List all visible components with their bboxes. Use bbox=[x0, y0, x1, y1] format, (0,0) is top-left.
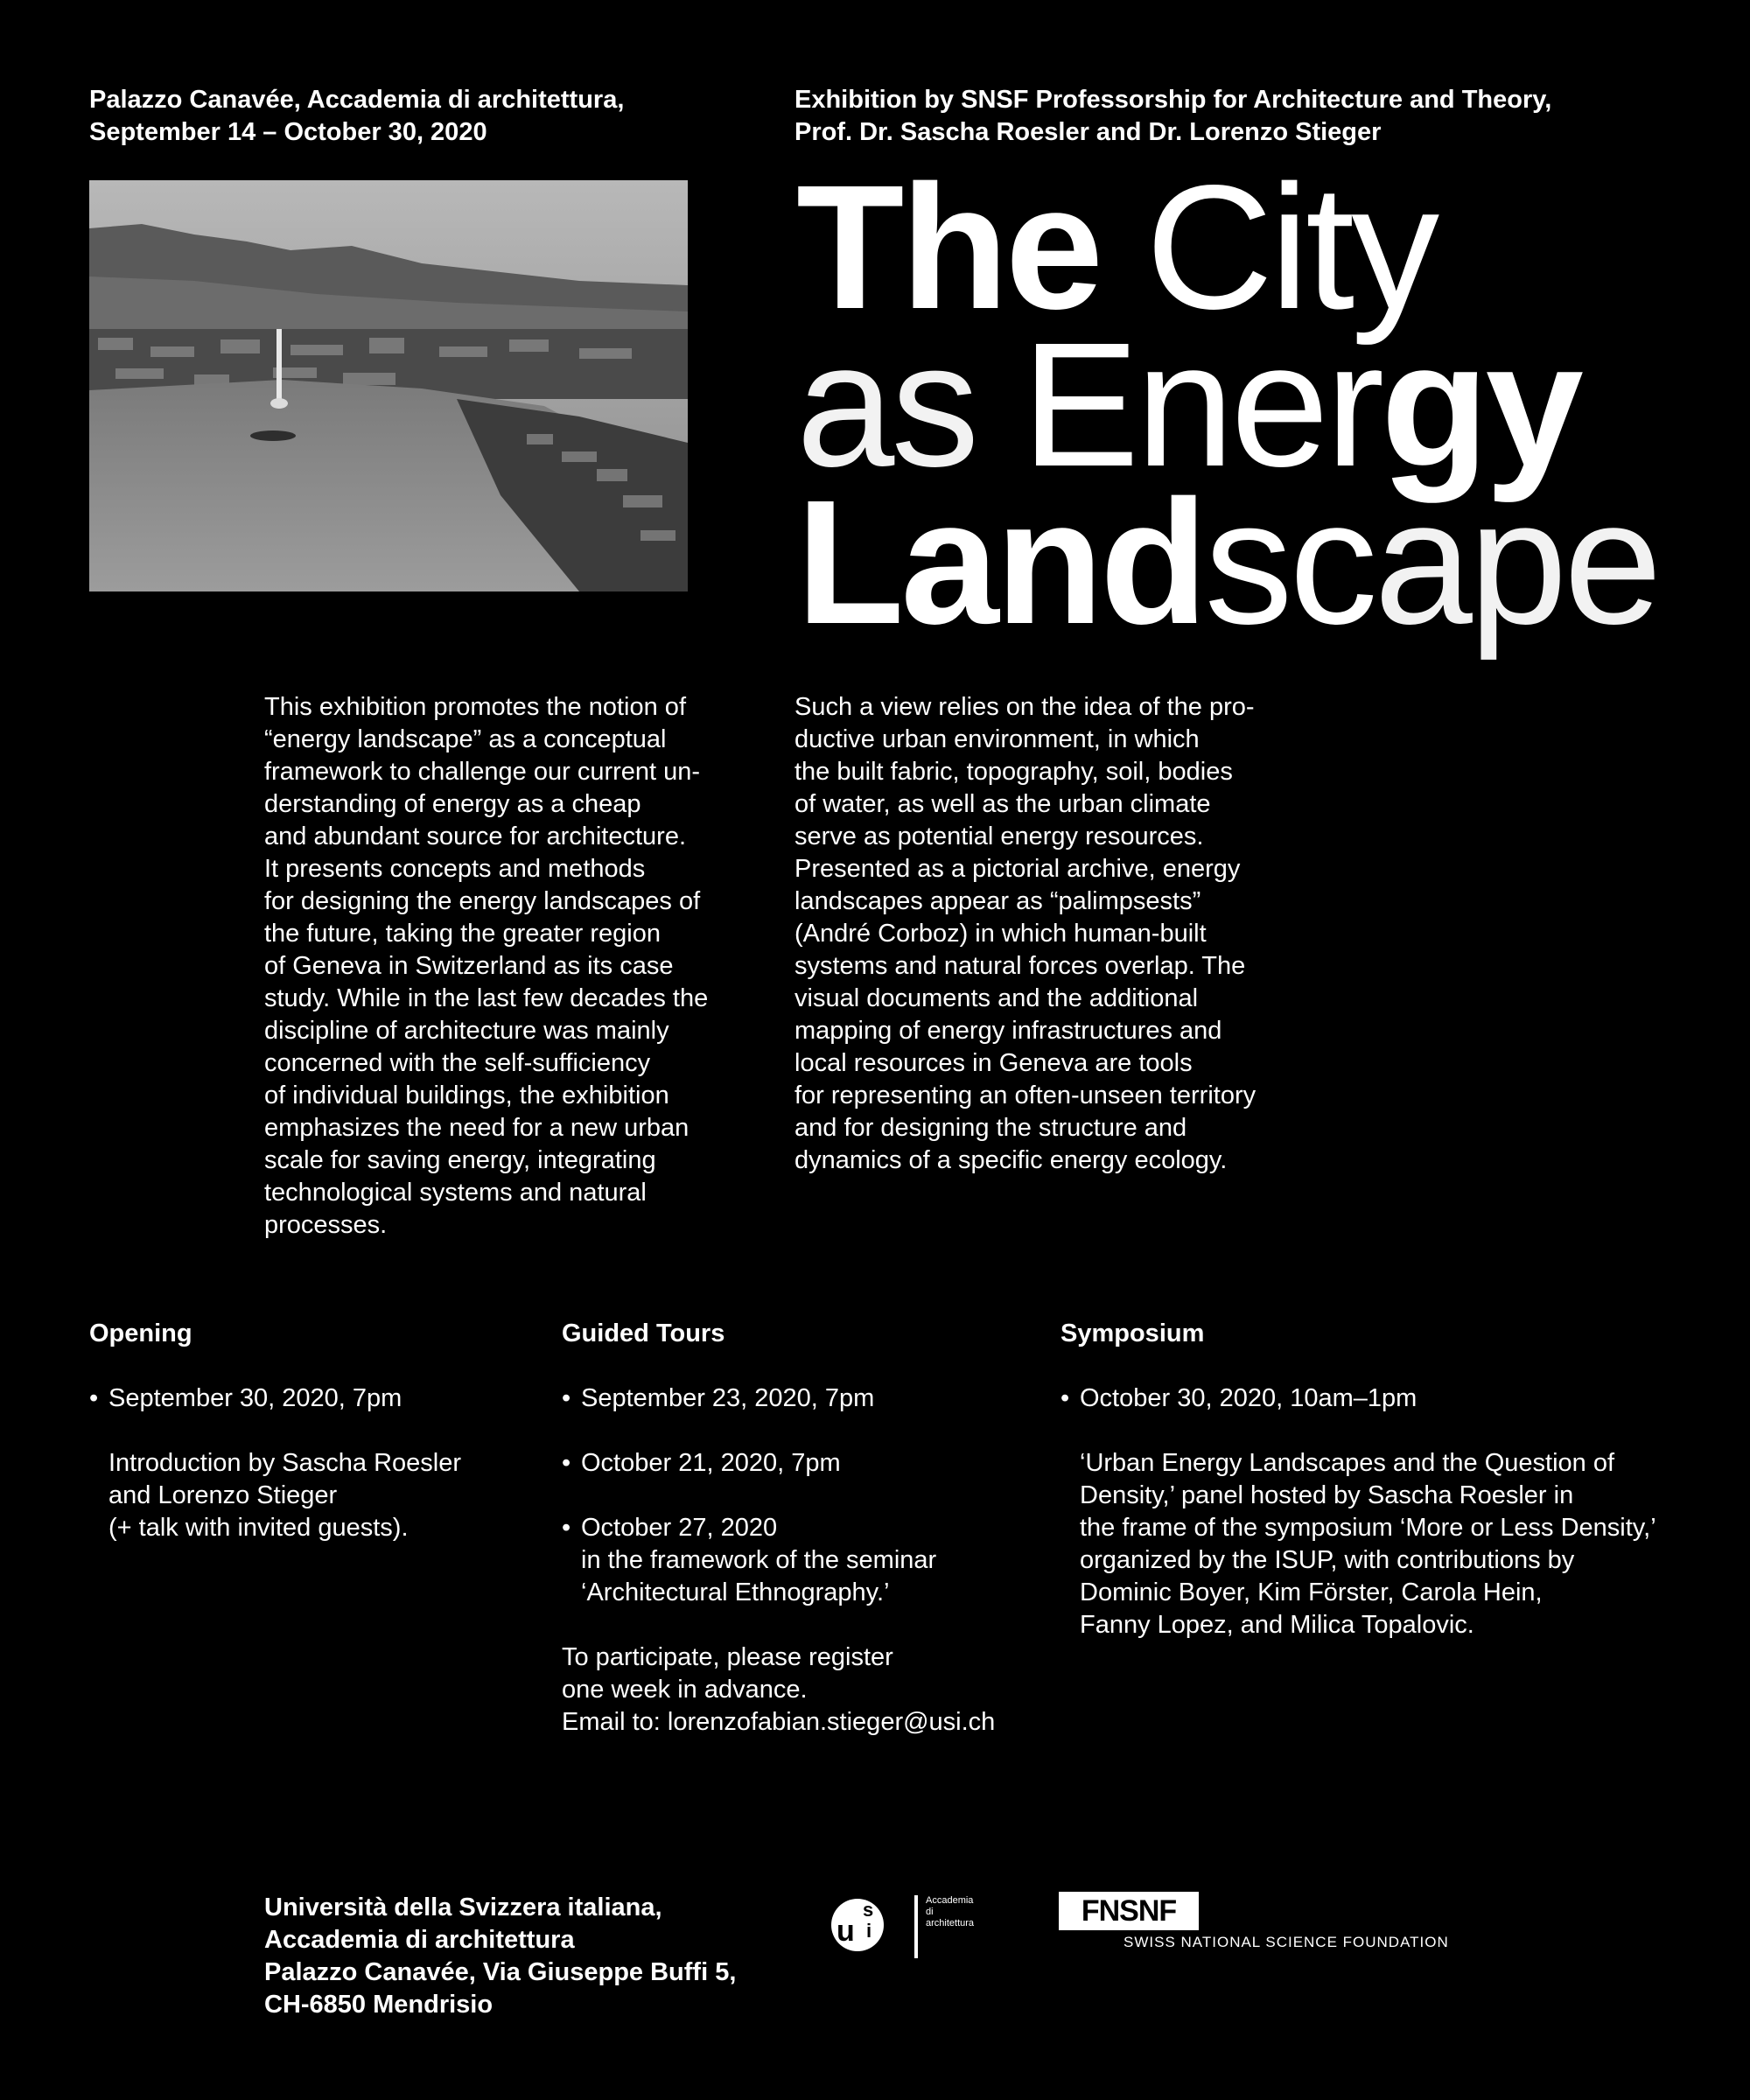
intro-right-line: landscapes appear as “palimpsests” bbox=[794, 887, 1201, 915]
snf-logo bbox=[1059, 1892, 1449, 1953]
opening-desc-line: (+ talk with invited guests). bbox=[108, 1514, 409, 1542]
title-word-city: City bbox=[1145, 148, 1437, 346]
intro-right-line: Such a view relies on the idea of the pro- bbox=[794, 693, 1255, 721]
intro-left-line: discipline of architecture was mainly bbox=[264, 1017, 669, 1045]
opening-date: • September 30, 2020, 7pm bbox=[89, 1382, 544, 1415]
intro-right-line: serve as potential energy resources. bbox=[794, 822, 1204, 850]
title-energy-part1: Ener bbox=[1021, 305, 1382, 503]
exhibitor-header bbox=[794, 84, 1551, 149]
title-sc-part: sc bbox=[1204, 463, 1375, 661]
tour-register-line: To participate, please register bbox=[562, 1643, 893, 1671]
intro-right-line: ductive urban environment, in which bbox=[794, 725, 1200, 753]
tour-date-3: • October 27, 2020 bbox=[562, 1512, 1052, 1544]
symposium-desc-line: organized by the ISUP, with contributions by bbox=[1080, 1546, 1575, 1574]
address-line: Università della Svizzera italiana, bbox=[264, 1894, 662, 1922]
symposium-section bbox=[1060, 1318, 1726, 1642]
title-line-2 bbox=[796, 305, 1741, 503]
snf-name: SWISS NATIONAL SCIENCE FOUNDATION bbox=[1124, 1934, 1449, 1950]
intro-right-line: (André Corboz) in which human-built bbox=[794, 920, 1207, 948]
tour-register-line: one week in advance. bbox=[562, 1676, 808, 1704]
title-word-as: as bbox=[796, 305, 976, 503]
intro-right-line: the built fabric, topography, soil, bodies bbox=[794, 758, 1233, 786]
intro-right-line: for representing an often-unseen territory bbox=[794, 1082, 1256, 1110]
usi-label-line: di bbox=[926, 1907, 934, 1917]
intro-left-line: study. While in the last few decades the bbox=[264, 984, 709, 1012]
title-land-part: Land bbox=[796, 463, 1205, 661]
opening-desc-line: Introduction by Sascha Roesler bbox=[108, 1449, 461, 1477]
intro-right-column bbox=[794, 691, 1337, 1177]
symposium-desc-line: the frame of the symposium ‘More or Less Density,’ bbox=[1080, 1514, 1656, 1542]
intro-right-line: dynamics of a specific energy ecology. bbox=[794, 1146, 1228, 1174]
usi-circle-icon: u s i bbox=[831, 1899, 884, 1951]
tours-section bbox=[562, 1318, 1052, 1739]
exhibitor-line1: Exhibition by SNSF Professorship for Architecture and Theory, bbox=[794, 86, 1552, 114]
address-line: Accademia di architettura bbox=[264, 1926, 575, 1954]
venue-line2: September 14 – October 30, 2020 bbox=[89, 118, 487, 146]
usi-divider bbox=[914, 1895, 918, 1958]
address-line: CH-6850 Mendrisio bbox=[264, 1991, 494, 2019]
exhibitor-line2: Prof. Dr. Sascha Roesler and Dr. Lorenzo Stieger bbox=[794, 118, 1382, 146]
title-energy-part2: gy bbox=[1381, 305, 1580, 503]
intro-right-line: systems and natural forces overlap. The bbox=[794, 952, 1246, 980]
tour-date-1: • September 23, 2020, 7pm bbox=[562, 1382, 1052, 1415]
title-word-the: The bbox=[796, 148, 1101, 346]
fnsnf-logo-mark: FNSNF bbox=[1059, 1892, 1199, 1930]
usi-label-line: Accademia bbox=[926, 1895, 974, 1906]
usi-logo bbox=[831, 1890, 980, 1960]
intro-left-line: “energy landscape” as a conceptual bbox=[264, 725, 667, 753]
intro-left-line: of Geneva in Switzerland as its case bbox=[264, 952, 674, 980]
intro-left-line: processes. bbox=[264, 1211, 388, 1239]
intro-right-line: mapping of energy infrastructures and bbox=[794, 1017, 1222, 1045]
intro-left-line: for designing the energy landscapes of bbox=[264, 887, 701, 915]
tour-date-2: • October 21, 2020, 7pm bbox=[562, 1447, 1052, 1480]
title-ape-part: ape bbox=[1374, 463, 1659, 661]
venue-line1: Palazzo Canavée, Accademia di architettura, bbox=[89, 86, 625, 114]
intro-left-column bbox=[264, 691, 780, 1242]
intro-left-line: It presents concepts and methods bbox=[264, 855, 646, 883]
opening-desc-line: and Lorenzo Stieger bbox=[108, 1481, 338, 1509]
tour-date-3-desc: ‘Architectural Ethnography.’ bbox=[581, 1578, 890, 1606]
tour-email[interactable]: Email to: lorenzofabian.stieger@usi.ch bbox=[562, 1708, 996, 1736]
title-line-1 bbox=[796, 148, 1741, 346]
intro-right-line: Presented as a pictorial archive, energy bbox=[794, 855, 1241, 883]
geneva-aerial-photo bbox=[89, 180, 688, 592]
address-line: Palazzo Canavée, Via Giuseppe Buffi 5, bbox=[264, 1958, 737, 1986]
intro-right-line: visual documents and the additional bbox=[794, 984, 1199, 1012]
intro-left-line: This exhibition promotes the notion of bbox=[264, 693, 686, 721]
title-line-3 bbox=[796, 463, 1741, 661]
exhibition-title bbox=[796, 148, 1741, 661]
symposium-desc-line: Density,’ panel hosted by Sascha Roesler in bbox=[1080, 1481, 1574, 1509]
usi-label-line: architettura bbox=[926, 1918, 975, 1928]
intro-left-line: derstanding of energy as a cheap bbox=[264, 790, 641, 818]
intro-left-line: framework to challenge our current un- bbox=[264, 758, 701, 786]
opening-title: Opening bbox=[89, 1320, 192, 1348]
intro-left-line: the future, taking the greater region bbox=[264, 920, 662, 948]
opening-section bbox=[89, 1318, 544, 1544]
intro-left-line: emphasizes the need for a new urban bbox=[264, 1114, 690, 1142]
footer-address bbox=[264, 1892, 789, 2021]
intro-right-line: local resources in Geneva are tools bbox=[794, 1049, 1193, 1077]
intro-left-line: technological systems and natural bbox=[264, 1179, 647, 1207]
symposium-date: • October 30, 2020, 10am–1pm bbox=[1060, 1382, 1726, 1415]
symposium-desc-line: Fanny Lopez, and Milica Topalovic. bbox=[1080, 1611, 1474, 1639]
symposium-desc-line: ‘Urban Energy Landscapes and the Question of bbox=[1080, 1449, 1615, 1477]
intro-left-line: and abundant source for architecture. bbox=[264, 822, 687, 850]
venue-header bbox=[89, 84, 624, 149]
tour-date-3-desc: in the framework of the seminar bbox=[581, 1546, 937, 1574]
intro-left-line: of individual buildings, the exhibition bbox=[264, 1082, 669, 1110]
symposium-title: Symposium bbox=[1060, 1320, 1205, 1348]
usi-label bbox=[926, 1895, 974, 1929]
intro-left-line: concerned with the self-sufficiency bbox=[264, 1049, 651, 1077]
symposium-desc-line: Dominic Boyer, Kim Förster, Carola Hein, bbox=[1080, 1578, 1543, 1606]
intro-left-line: scale for saving energy, integrating bbox=[264, 1146, 656, 1174]
intro-right-line: of water, as well as the urban climate bbox=[794, 790, 1211, 818]
intro-right-line: and for designing the structure and bbox=[794, 1114, 1187, 1142]
tours-title: Guided Tours bbox=[562, 1320, 725, 1348]
